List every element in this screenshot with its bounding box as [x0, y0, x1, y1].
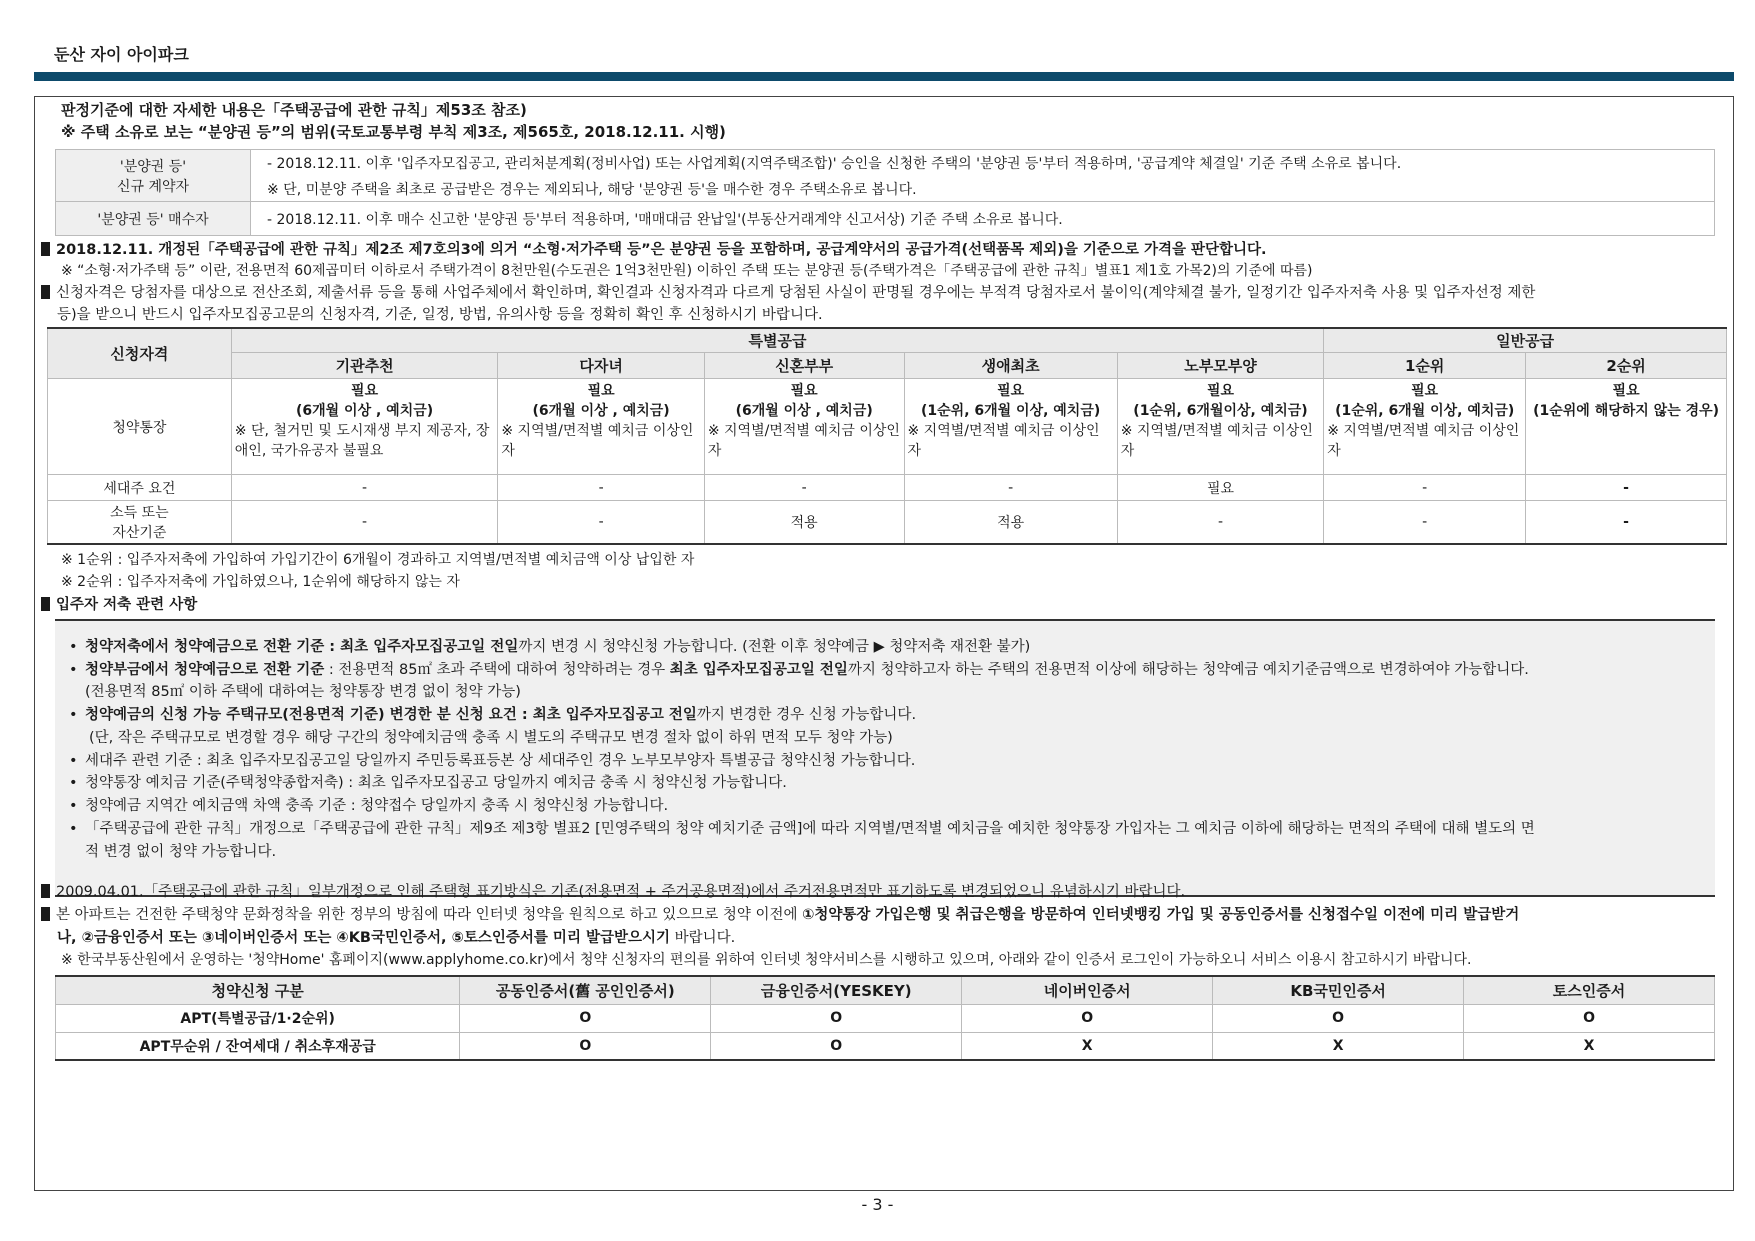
- cell-income: -: [1117, 501, 1323, 545]
- cell-householder: -: [704, 475, 904, 501]
- cert-cell: O: [711, 1004, 962, 1032]
- col-newlywed: 신혼부부: [704, 353, 904, 379]
- cell-income: -: [231, 501, 498, 545]
- cell-householder: -: [498, 475, 704, 501]
- cell-account: 필요 (1순위, 6개월 이상, 예치금) ※ 지역별/면적별 예치금 이상인 자: [1324, 379, 1526, 475]
- col-first-home: 생애최초: [904, 353, 1117, 379]
- cell-account: 필요 (1순위, 6개월이상, 예치금) ※ 지역별/면적별 예치금 이상인 자: [1117, 379, 1323, 475]
- intro-line-2: ※ 주택 소유로 보는 “분양권 등”의 범위(국토교통부령 부칙 제3조, 제565호, 2018.12.11. 시행): [61, 123, 726, 141]
- cert-cell: O: [1213, 1004, 1464, 1032]
- cert-header: 청약신청 구분: [56, 976, 460, 1004]
- cert-cell: O: [1464, 1004, 1715, 1032]
- qualification-corner: 신청자격: [48, 328, 232, 379]
- cert-header: 네이버인증서: [962, 976, 1213, 1004]
- cell-householder: -: [1324, 475, 1526, 501]
- qualification-table: [47, 327, 1727, 545]
- savings-bullet-2-sub: (전용면적 85㎡ 이하 주택에 대하여는 청약통장 변경 없이 청약 가능): [85, 684, 521, 700]
- row-income-label: 소득 또는 자산기준: [48, 501, 232, 545]
- col-rank-2: 2순위: [1526, 353, 1727, 379]
- savings-bullet-7-cont: 적 변경 없이 청약 가능합니다.: [85, 844, 277, 860]
- note-small-cheap-housing: 2018.12.11. 개정된「주택공급에 관한 규칙」제2조 제7호의3에 의거 “소형·저가주택 등”은 분양권 등을 포함하며, 공급계약서의 공급가격(선택품목 제외)을 기준으로 가격을 판단합니다.: [41, 238, 1267, 259]
- cert-cell: O: [460, 1004, 711, 1032]
- col-institution: 기관추천: [231, 353, 498, 379]
- cell-account: 필요 (1순위, 6개월 이상, 예치금) ※ 지역별/면적별 예치금 이상인 자: [904, 379, 1117, 475]
- ownership-table: [55, 149, 1715, 236]
- cell-householder: -: [904, 475, 1117, 501]
- cell-account: 필요 (6개월 이상 , 예치금) ※ 지역별/면적별 예치금 이상인 자: [498, 379, 704, 475]
- cert-row-label: APT(특별공급/1·2순위): [56, 1004, 460, 1032]
- rank-1-note: ※ 1순위 : 입주자저축에 가입하여 가입기간이 6개월이 경과하고 지역별/면적별 예치금액 이상 납입한 자: [61, 552, 695, 568]
- note-internet-application: 본 아파트는 건전한 주택청약 문화정착을 위한 정부의 방침에 따라 인터넷 청약을 원칙으로 하고 있으므로 청약 이전에 ①청약통장 가입은행 및 취급은행을 방문하여 인터넷뱅킹 가입 및 공동인증서를 신청접수일 이전에 미리 발급받거: [41, 903, 1519, 924]
- cell-income: 적용: [904, 501, 1117, 545]
- col-elderly-parents: 노부모부양: [1117, 353, 1323, 379]
- cert-header: 토스인증서: [1464, 976, 1715, 1004]
- cert-cell: O: [711, 1032, 962, 1060]
- cert-cell: X: [1464, 1032, 1715, 1060]
- cell-householder: -: [1526, 475, 1727, 501]
- intro-line-1: 판정기준에 대한 자세한 내용은「주택공급에 관한 규칙」제53조 참조): [61, 101, 527, 119]
- group-special-supply: 특별공급: [231, 328, 1323, 353]
- savings-bullet-4: • 세대주 관련 기준 : 최초 입주자모집공고일 당일까지 주민등록표등본 상 세대주인 경우 노부모부양자 특별공급 청약신청 가능합니다.: [69, 753, 916, 769]
- rank-2-note: ※ 2순위 : 입주자저축에 가입하였으나, 1순위에 해당하지 않는 자: [61, 574, 460, 590]
- cert-row-label: APT무순위 / 잔여세대 / 취소후재공급: [56, 1032, 460, 1060]
- cert-cell: X: [1213, 1032, 1464, 1060]
- square-bullet-icon: [41, 285, 50, 299]
- cert-cell: X: [962, 1032, 1213, 1060]
- ownership-desc-buyer: - 2018.12.11. 이후 매수 신고한 '분양권 등'부터 적용하며, '매매대금 완납일'(부동산거래계약 신고서상) 기준 주택 소유로 봅니다.: [251, 202, 1715, 236]
- savings-bullet-1: • 청약저축에서 청약예금으로 전환 기준 : 최초 입주자모집공고일 전일까지 변경 시 청약신청 가능합니다. (전환 이후 청약예금 ▶ 청약저축 재전환 불가): [69, 639, 1031, 655]
- cell-householder: -: [231, 475, 498, 501]
- ownership-key-buyer: '분양권 등' 매수자: [56, 202, 251, 236]
- document-title: 둔산 자이 아이파크: [54, 45, 189, 64]
- note-small-cheap-definition: ※ “소형·저가주택 등” 이란, 전용면적 60제곱미터 이하로서 주택가격이 8천만원(수도권은 1억3천만원) 이하인 주택 또는 분양권 등(주택가격은「주택공급에 관한 규칙」별표1 제1호 가목2)의 기준에 따름): [61, 263, 1313, 279]
- savings-bullet-2: • 청약부금에서 청약예금으로 전환 기준 : 전용면적 85㎡ 초과 주택에 대하여 청약하려는 경우 최초 입주자모집공고일 전일까지 청약하고자 하는 주택의 전용면적 이상에 해당하는 청약예금 예치기준금액으로 변경하여야 가능합니다.: [69, 662, 1529, 678]
- col-rank-1: 1순위: [1324, 353, 1526, 379]
- note-applyhome: ※ 한국부동산원에서 운영하는 '청약Home' 홈페이지(www.applyhome.co.kr)에서 청약 신청자의 편의를 위하여 인터넷 청약서비스를 시행하고 있으며, 아래와 같이 인증서 로그인이 가능하오니 서비스 이용시 참고하시기 바랍니다.: [61, 952, 1472, 968]
- savings-bullet-3: • 청약예금의 신청 가능 주택규모(전용면적 기준) 변경한 분 신청 요건 : 최초 입주자모집공고 전일까지 변경한 경우 신청 가능합니다.: [69, 707, 917, 723]
- cert-header: 공동인증서(舊 공인인증서): [460, 976, 711, 1004]
- cert-header: 금융인증서(YESKEY): [711, 976, 962, 1004]
- cell-income: 적용: [704, 501, 904, 545]
- note-eligibility-check-cont: 등)을 받으니 반드시 입주자모집공고문의 신청자격, 기준, 일정, 방법, 유의사항 등을 정확히 확인 후 신청하시기 바랍니다.: [57, 307, 823, 323]
- square-bullet-icon: [41, 242, 50, 256]
- savings-section-title: 입주자 저축 관련 사항: [41, 593, 197, 614]
- savings-box: [55, 619, 1715, 897]
- square-bullet-icon: [41, 907, 50, 921]
- savings-bullet-7: • 「주택공급에 관한 규칙」개정으로「주택공급에 관한 규칙」제9조 제3항 별표2 [민영주택의 청약 예치기준 금액]에 따라 지역별/면적별 예치금을 예치한 청약통장 가입자는 그 예치금 이하에 해당하는 면적의 주택에 대해 별도의 면: [69, 821, 1535, 837]
- cell-income: -: [1526, 501, 1727, 545]
- row-account-label: 청약통장: [48, 379, 232, 475]
- cert-cell: O: [460, 1032, 711, 1060]
- page-number: - 3 -: [861, 1195, 894, 1214]
- cell-income: -: [498, 501, 704, 545]
- cert-header: KB국민인증서: [1213, 976, 1464, 1004]
- square-bullet-icon: [41, 884, 50, 898]
- savings-bullet-6: • 청약예금 지역간 예치금액 차액 충족 기준 : 청약접수 당일까지 충족 시 청약신청 가능합니다.: [69, 798, 669, 814]
- note-housing-type: 2009.04.01.「주택공급에 관한 규칙」일부개정으로 인해 주택형 표기방식은 기존(전용면적 + 주거공용면적)에서 주거전용면적만 표기하도록 변경되었으니 유념하시기 바랍니다.: [41, 880, 1185, 901]
- cell-account: 필요 (6개월 이상 , 예치금) ※ 지역별/면적별 예치금 이상인 자: [704, 379, 904, 475]
- content-frame: [34, 96, 1734, 1191]
- certificate-table: [55, 975, 1715, 1061]
- square-bullet-icon: [41, 597, 50, 611]
- cell-account: 필요 (6개월 이상 , 예치금) ※ 단, 철거민 및 도시재생 부지 제공자, 장애인, 국가유공자 불필요: [231, 379, 498, 475]
- cell-income: -: [1324, 501, 1526, 545]
- note-internet-application-cont: 나, ②금융인증서 또는 ③네이버인증서 또는 ④KB국민인증서, ⑤토스인증서를 미리 발급받으시기 바랍니다.: [57, 930, 736, 946]
- note-eligibility-check: 신청자격은 당첨자를 대상으로 전산조회, 제출서류 등을 통해 사업주체에서 확인하며, 확인결과 신청자격과 다르게 당첨된 사실이 판명될 경우에는 부적격 당첨자로서 불이익(계약체결 불가, 일정기간 입주자저축 사용 및 입주자선정 제한: [41, 281, 1535, 302]
- savings-bullet-5: • 청약통장 예치금 기준(주택청약종합저축) : 최초 입주자모집공고 당일까지 예치금 충족 시 청약신청 가능합니다.: [69, 775, 787, 791]
- cert-cell: O: [962, 1004, 1213, 1032]
- row-householder-label: 세대주 요건: [48, 475, 232, 501]
- ownership-desc-new: - 2018.12.11. 이후 '입주자모집공고, 관리처분계획(정비사업) 또는 사업계획(지역주택조합)' 승인을 신청한 주택의 '분양권 등'부터 적용하며, '공급계약 체결일' 기준 주택 소유로 봅니다. ※ 단, 미분양 주택을 최초로 공급받은 경우는 제외되나, 해당 '분양권 등'을 매수한 경우 주택소유로 봅니다.: [251, 150, 1715, 202]
- savings-bullet-3-sub: (단, 작은 주택규모로 변경할 경우 해당 구간의 청약예치금액 충족 시 별도의 주택규모 변경 절차 없이 하위 면적 모두 청약 가능): [89, 730, 893, 746]
- cell-householder: 필요: [1117, 475, 1323, 501]
- col-multi-child: 다자녀: [498, 353, 704, 379]
- ownership-key-new: '분양권 등' 신규 계약자: [56, 150, 251, 202]
- cell-account: 필요 (1순위에 해당하지 않는 경우): [1526, 379, 1727, 475]
- header-bar: [34, 72, 1734, 81]
- group-general-supply: 일반공급: [1324, 328, 1727, 353]
